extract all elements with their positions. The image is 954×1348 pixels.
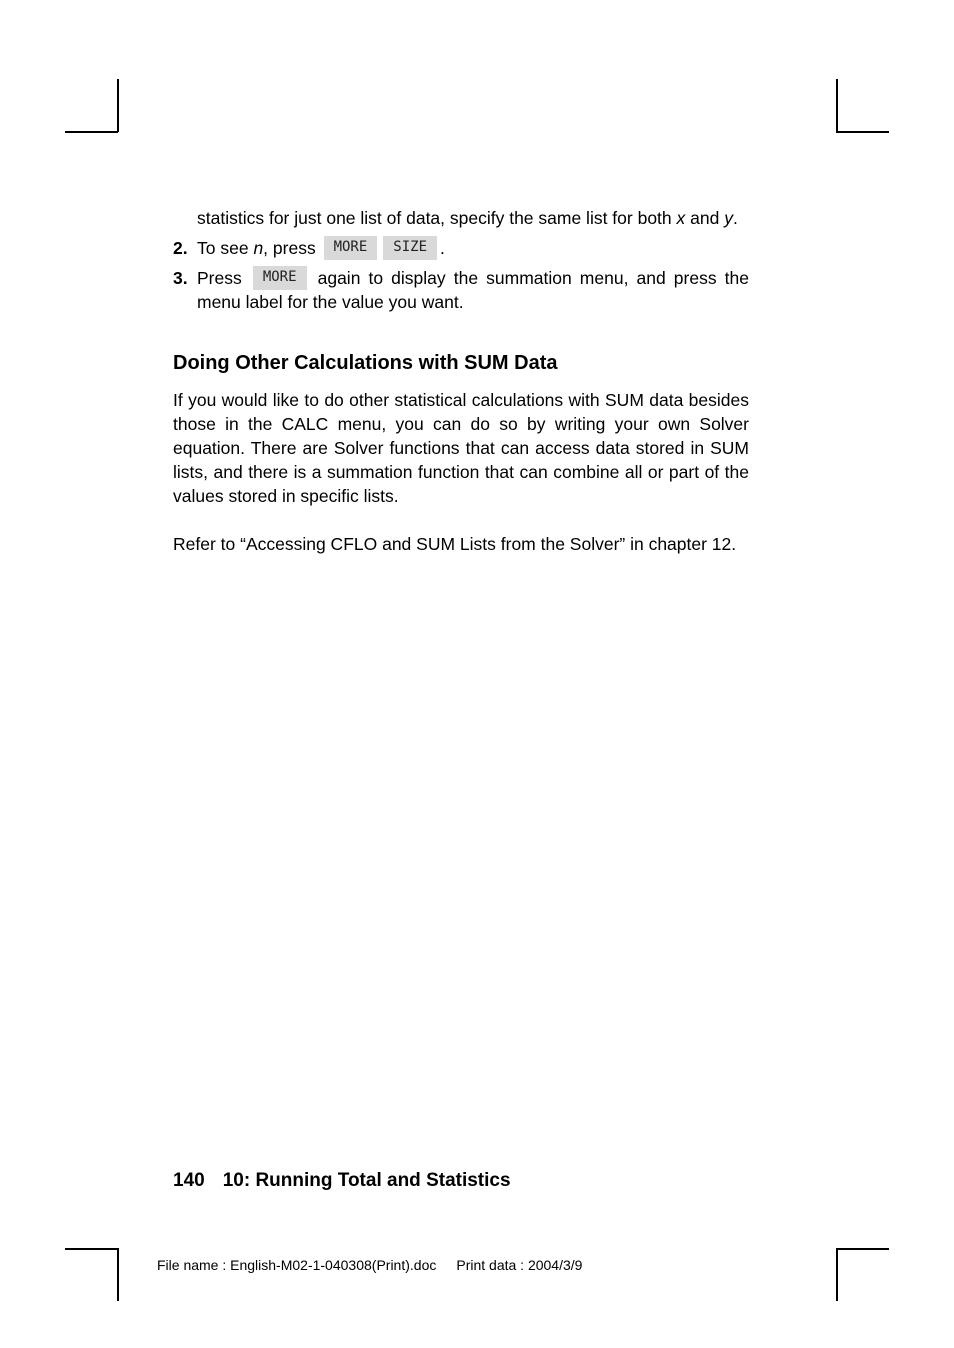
step-2: 2. To see n, press MORE SIZE . bbox=[173, 238, 445, 258]
continuation-line: statistics for just one list of data, specify the same list for both x and y. bbox=[197, 208, 738, 228]
print-data: Print data : 2004/3/9 bbox=[456, 1257, 583, 1273]
crop-mark-bottom-left-horizontal bbox=[65, 1248, 118, 1250]
page-number: 140 bbox=[173, 1170, 205, 1191]
file-name: File name : English-M02-1-040308(Print).doc bbox=[157, 1257, 437, 1273]
step-number: 3. bbox=[173, 268, 188, 288]
menu-key-size: SIZE bbox=[383, 236, 437, 260]
chapter-title: 10: Running Total and Statistics bbox=[222, 1170, 511, 1191]
file-info bbox=[157, 1256, 582, 1274]
crop-mark-top-left-horizontal bbox=[65, 131, 118, 133]
menu-key-more: MORE bbox=[253, 266, 307, 290]
section-heading: Doing Other Calculations with SUM Data bbox=[173, 352, 558, 374]
page-footer bbox=[173, 1168, 511, 1194]
body-paragraph: If you would like to do other statistical calculations with SUM data besides those in the CALC menu, you can do so by writing your own Solver equation. There are Solver functions that can access data stored in SUM lists, and there is a summation function that can combine all or part of the values stored in specific lists. bbox=[173, 390, 749, 506]
crop-mark-top-right-horizontal bbox=[836, 131, 889, 133]
page-content bbox=[173, 206, 749, 556]
crop-mark-bottom-left-vertical bbox=[117, 1248, 119, 1301]
reference-paragraph: Refer to “Accessing CFLO and SUM Lists from the Solver” in chapter 12. bbox=[173, 534, 737, 554]
crop-mark-bottom-right-horizontal bbox=[836, 1248, 889, 1250]
crop-mark-bottom-right-vertical bbox=[836, 1248, 838, 1301]
menu-key-more: MORE bbox=[324, 236, 378, 260]
variable-n: n bbox=[253, 238, 264, 258]
variable-x: x bbox=[676, 208, 686, 228]
crop-mark-top-right-vertical bbox=[836, 79, 838, 132]
step-number: 2. bbox=[173, 238, 188, 258]
step-3: 3. Press MORE again to display the summation menu, and press the menu label for the value you want. bbox=[173, 268, 749, 312]
variable-y: y bbox=[724, 208, 733, 228]
crop-mark-top-left-vertical bbox=[117, 79, 119, 132]
